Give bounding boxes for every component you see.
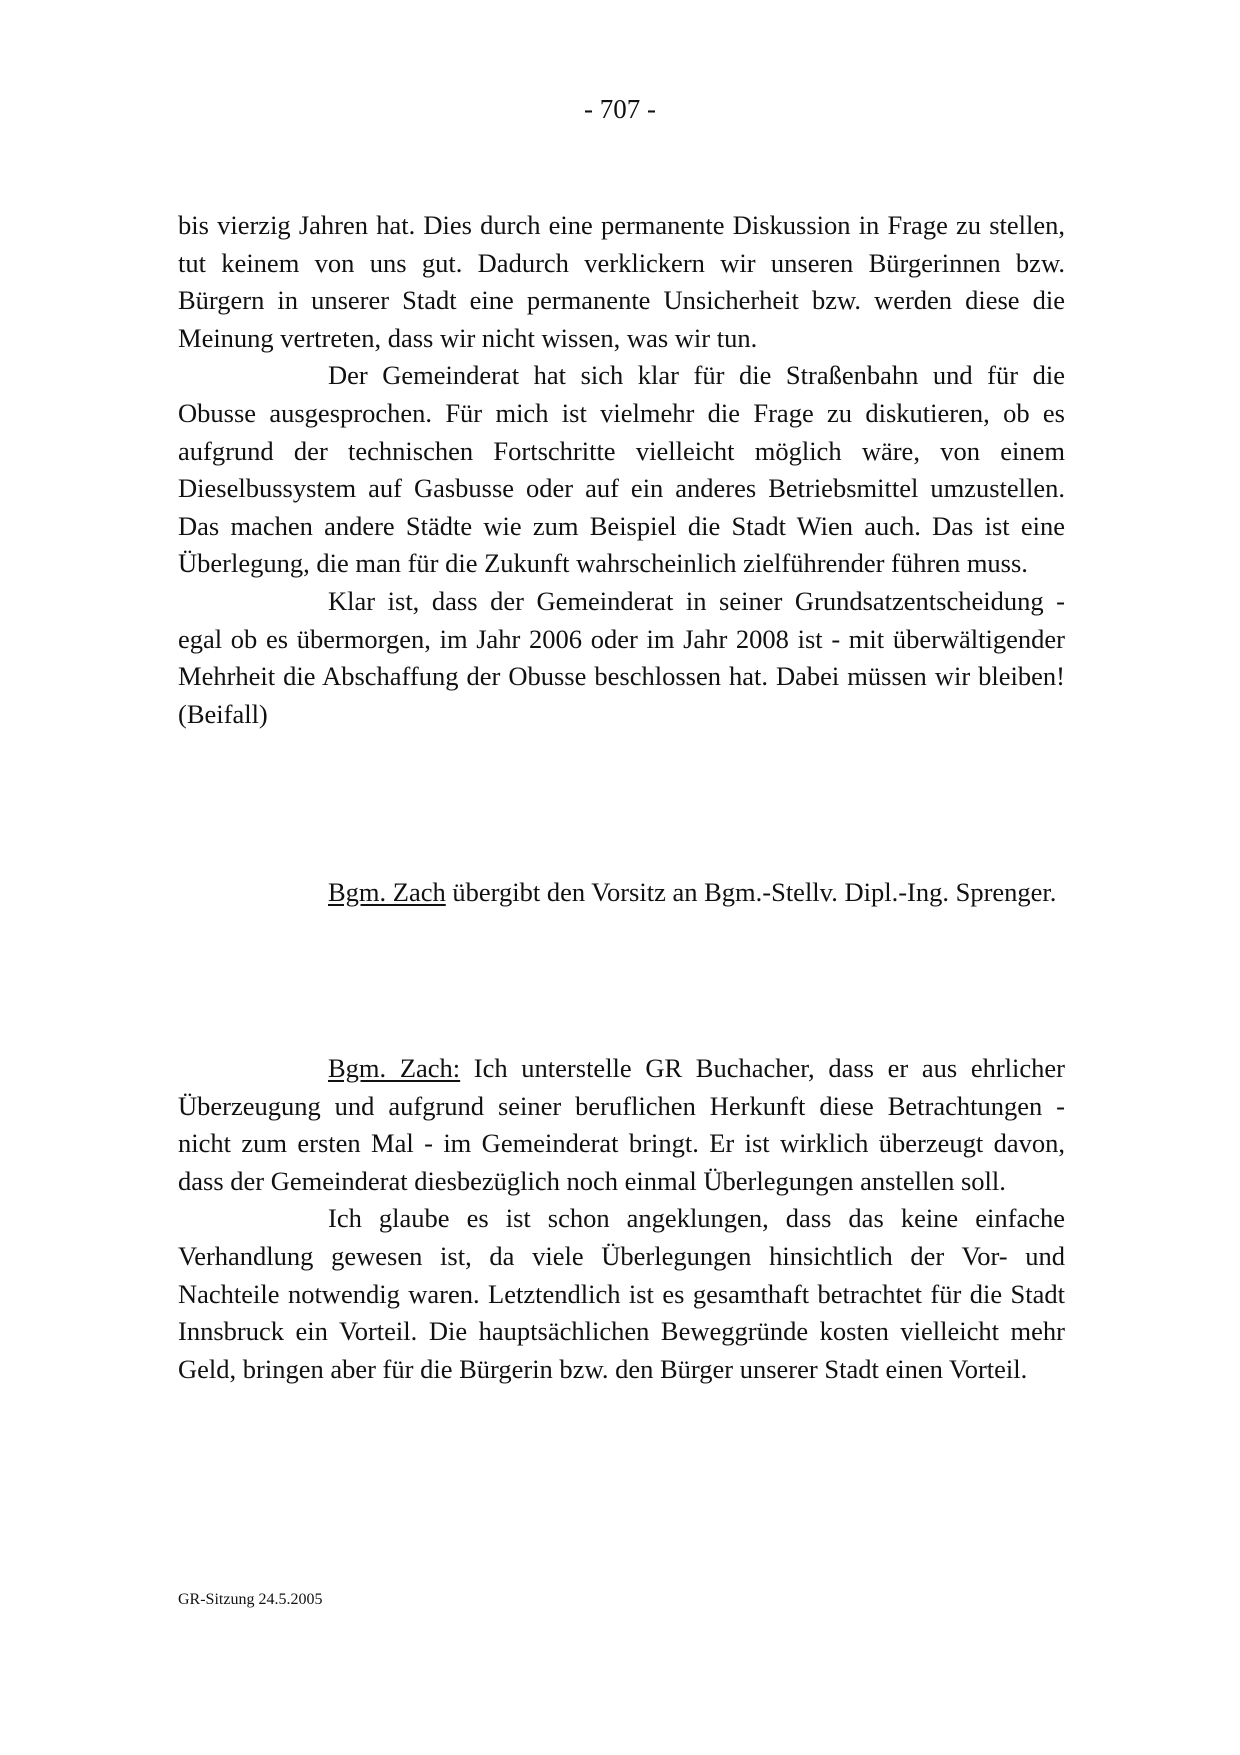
paragraph-4 <box>178 874 1065 912</box>
text-block-chair-handover <box>178 874 1065 912</box>
paragraph-3: Klar ist, dass der Gemeinderat in seiner Grundsatzentscheidung - egal ob es übermorgen, im Jahr 2006 oder im Jahr 2008 ist - mit überwältigender Mehrheit die Abschaffung der Obusse beschlossen hat. Dabei müssen wir bleiben! (Beifall) <box>178 585 1065 729</box>
paragraph-5 <box>178 1050 1065 1200</box>
page-number: - 707 - <box>584 94 656 124</box>
paragraph-2: Der Gemeinderat hat sich klar für die Straßenbahn und für die Obusse ausgesprochen. Für mich ist vielmehr die Frage zu diskutieren, ob es aufgrund der technischen Fortschritte vielleicht möglich wäre, von einem Dieselbussystem auf Gasbusse oder auf ein anderes Betriebsmittel umzustellen. Das machen andere Städte wie zum Beispiel die Stadt Wien auch. Das ist eine Überlegung, die man für die Zukunft wahrscheinlich zielführender führen muss. <box>178 360 1065 579</box>
statement-text: Ich unterstelle GR Buchacher, dass er aus ehrlicher Überzeugung und aufgrund seiner beruflichen Herkunft diese Betrachtungen - nicht zum ersten Mal - im Gemeinderat bringt. Er ist wirklich überzeugt davon, dass der Gemeinderat diesbezüglich noch einmal Überlegungen anstellen soll. <box>178 1053 1065 1196</box>
paragraph-1: bis vierzig Jahren hat. Dies durch eine permanente Diskussion in Frage zu stellen, tut keinem von uns gut. Dadurch verklickern wir unseren Bürgerinnen bzw. Bürgern in unserer Stadt eine permanente Unsicherheit bzw. werden diese die Meinung vertreten, dass wir nicht wissen, was wir tun. <box>178 210 1065 353</box>
speaker-name: Bgm. Zach <box>328 877 446 907</box>
paragraph-6: Ich glaube es ist schon angeklungen, dass das keine einfache Verhandlung gewesen ist, da viele Überlegungen hinsichtlich der Vor- und Nachteile notwendig waren. Letztendlich ist es gesamthaft betrachtet für die Stadt Innsbruck ein Vorteil. Die hauptsächlichen Beweggründe kosten vielleicht mehr Geld, bringen aber für die Bürgerin bzw. den Bürger unserer Stadt einen Vorteil. <box>178 1203 1065 1384</box>
handover-text: übergibt den Vorsitz an Bgm.-Stellv. Dipl.-Ing. Sprenger. <box>445 877 1057 907</box>
speaker-name: Bgm. Zach: <box>328 1053 461 1083</box>
text-block-mayor-statement <box>178 1050 1065 1388</box>
text-block-debate <box>178 207 1065 733</box>
footer-session-date: GR-Sitzung 24.5.2005 <box>178 1591 323 1608</box>
